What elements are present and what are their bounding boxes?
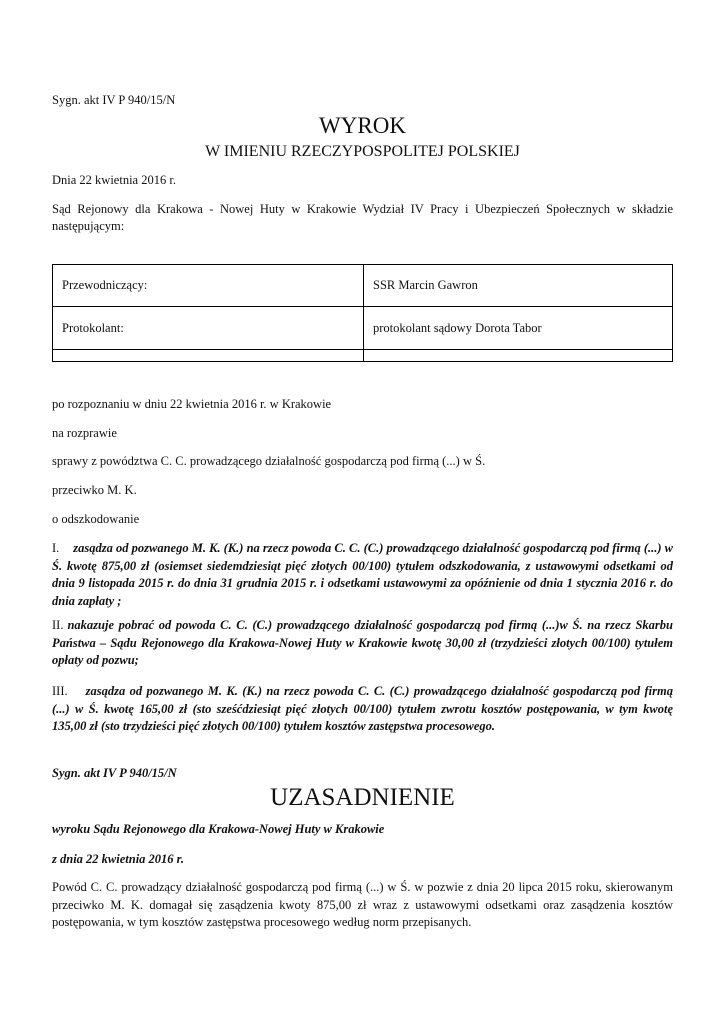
point-text: zasądza od pozwanego M. K. (K.) na rzecz powoda C. C. (C.) prowadzącego działalność gospodarczą pod firmą (...) w Ś. kwotę 875,00 zł (osiemset siedemdziesiąt pięć złotych 00/100) tytułem odszkodowania, z ustawowymi odsetkami od dnia 9 listopada 2015 r. do dnia 31 grudnia 2015 r. i odsetkami ustawowymi za opóźnienie od dnia 1 stycznia 2016 r. do dnia zapłaty ; <box>52 541 673 608</box>
proceedings-line: na rozprawie <box>52 426 117 440</box>
empty-cell <box>364 350 673 362</box>
role-cell: Przewodniczący: <box>53 265 364 307</box>
justification-date: z dnia 22 kwietnia 2016 r. <box>52 852 184 866</box>
justification-title: UZASADNIENIE <box>270 784 455 811</box>
proceedings-line: sprawy z powództwa C. C. prowadzącego działalność gospodarczą pod firmą (...) w Ś. <box>52 454 486 468</box>
point-number: III. <box>52 684 68 698</box>
empty-cell <box>53 350 364 362</box>
point-text: nakazuje pobrać od powoda C. C. (C.) prowadzącego działalność gospodarczą pod firmą (...)w Ś. na rzecz Skarbu Państwa – Sądu Rejonowego dla Krakowa-Nowej Huty w Krakowie kwotę 30,00 zł (trzydzieści złotych 00/100) tytułem opłaty od pozwu; <box>52 618 673 668</box>
verdict-point-1 <box>52 540 673 610</box>
table-row <box>53 307 673 350</box>
role-cell: Protokolant: <box>53 307 364 350</box>
proceedings-line: po rozpoznaniu w dniu 22 kwietnia 2016 r. w Krakowie <box>52 397 332 411</box>
judgment-title: WYROK <box>319 113 406 138</box>
case-signature: Sygn. akt IV P 940/15/N <box>52 93 176 107</box>
proceedings-line: przeciwko M. K. <box>52 483 137 497</box>
verdict-point-2 <box>52 617 673 670</box>
court-composition-intro: Sąd Rejonowy dla Krakowa - Nowej Huty w Krakowie Wydział IV Pracy i Ubezpieczeń Społecznych w składzie następującym: <box>52 202 673 233</box>
justification-body: Powód C. C. prowadzący działalność gospodarczą pod firmą (...) w Ś. w pozwie z dnia 20 lipca 2015 roku, skierowanym przeciwko M. K. domagał się zasądzenia kwoty 875,00 zł wraz z ustawowymi odsetkami oraz zasądzenia kosztów postępowania, w tym kosztów zastępstwa procesowego według norm przepisanych. <box>52 880 673 930</box>
justification-signature: Sygn. akt IV P 940/15/N <box>52 766 177 780</box>
table-row-empty <box>53 350 673 362</box>
point-number: I. <box>52 541 60 555</box>
court-composition-table <box>52 264 673 362</box>
judgment-date: Dnia 22 kwietnia 2016 r. <box>52 173 176 187</box>
judgment-subtitle: W IMIENIU RZECZYPOSPOLITEJ POLSKIEJ <box>205 143 520 160</box>
proceedings-line: o odszkodowanie <box>52 512 140 526</box>
point-number: II. <box>52 618 64 632</box>
table-row <box>53 265 673 307</box>
verdict-point-3 <box>52 683 673 736</box>
justification-subtitle: wyroku Sądu Rejonowego dla Krakowa-Nowej Huty w Krakowie <box>52 822 385 836</box>
point-text: zasądza od pozwanego M. K. (K.) na rzecz powoda C. C. (C.) prowadzącego działalność gospodarczą pod firmą (...) w Ś. kwotę 165,00 zł (sto sześćdziesiąt pięć złotych 00/100) tytułem zwrotu kosztów postępowania, w tym kwotę 135,00 zł (sto trzydzieści pięć złotych 00/100) tytułem kosztów zastępstwa procesowego. <box>52 684 673 734</box>
person-cell: protokolant sądowy Dorota Tabor <box>364 307 673 350</box>
person-cell: SSR Marcin Gawron <box>364 265 673 307</box>
